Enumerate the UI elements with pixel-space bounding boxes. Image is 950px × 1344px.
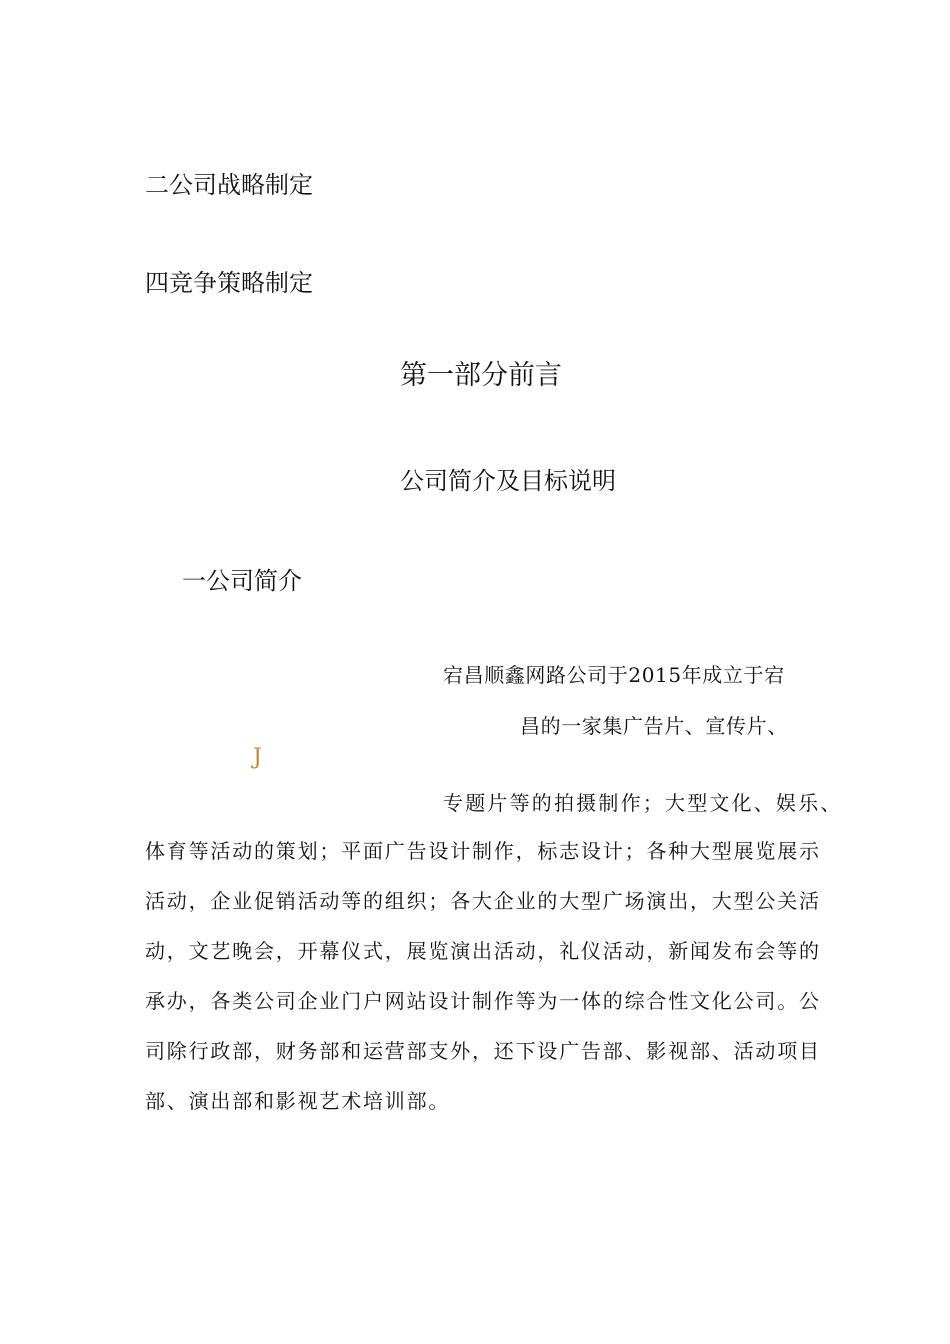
intro-line-1: 宕昌顺鑫网路公司于2015年成立于宕 [443, 663, 785, 687]
margin-mark: J [253, 745, 262, 770]
part-title: 第一部分前言 [400, 360, 562, 391]
toc-item-competitive-strategy: 四竞争策略制定 [145, 269, 313, 297]
intro-line-8: 司除行政部，财务部和运营部支外，还下设广告部、影视部、活动项目 [145, 1039, 821, 1063]
intro-line-7: 承办，各类公司企业门户网站设计制作等为一体的综合性文化公司。公 [145, 989, 821, 1013]
intro-line-4: 体育等活动的策划；平面广告设计制作，标志设计；各种大型展览展示 [145, 839, 821, 863]
intro-line-9: 部、演出部和影视艺术培训部。 [145, 1089, 451, 1113]
intro-line-5: 活动，企业促销活动等的组织；各大企业的大型广场演出，大型公关活 [145, 889, 821, 913]
toc-item-company-strategy: 二公司战略制定 [145, 171, 313, 199]
intro-line-2: 昌的一家集广告片、宣传片、 [520, 714, 788, 738]
sub-title: 公司简介及目标说明 [400, 467, 616, 495]
intro-line-3: 专题片等的拍摄制作；大型文化、娱乐、 [443, 791, 843, 815]
section-title: 一公司简介 [182, 567, 302, 595]
intro-line-6: 动，文艺晚会，开幕仪式，展览演出活动，礼仪活动，新闻发布会等的 [145, 939, 821, 963]
